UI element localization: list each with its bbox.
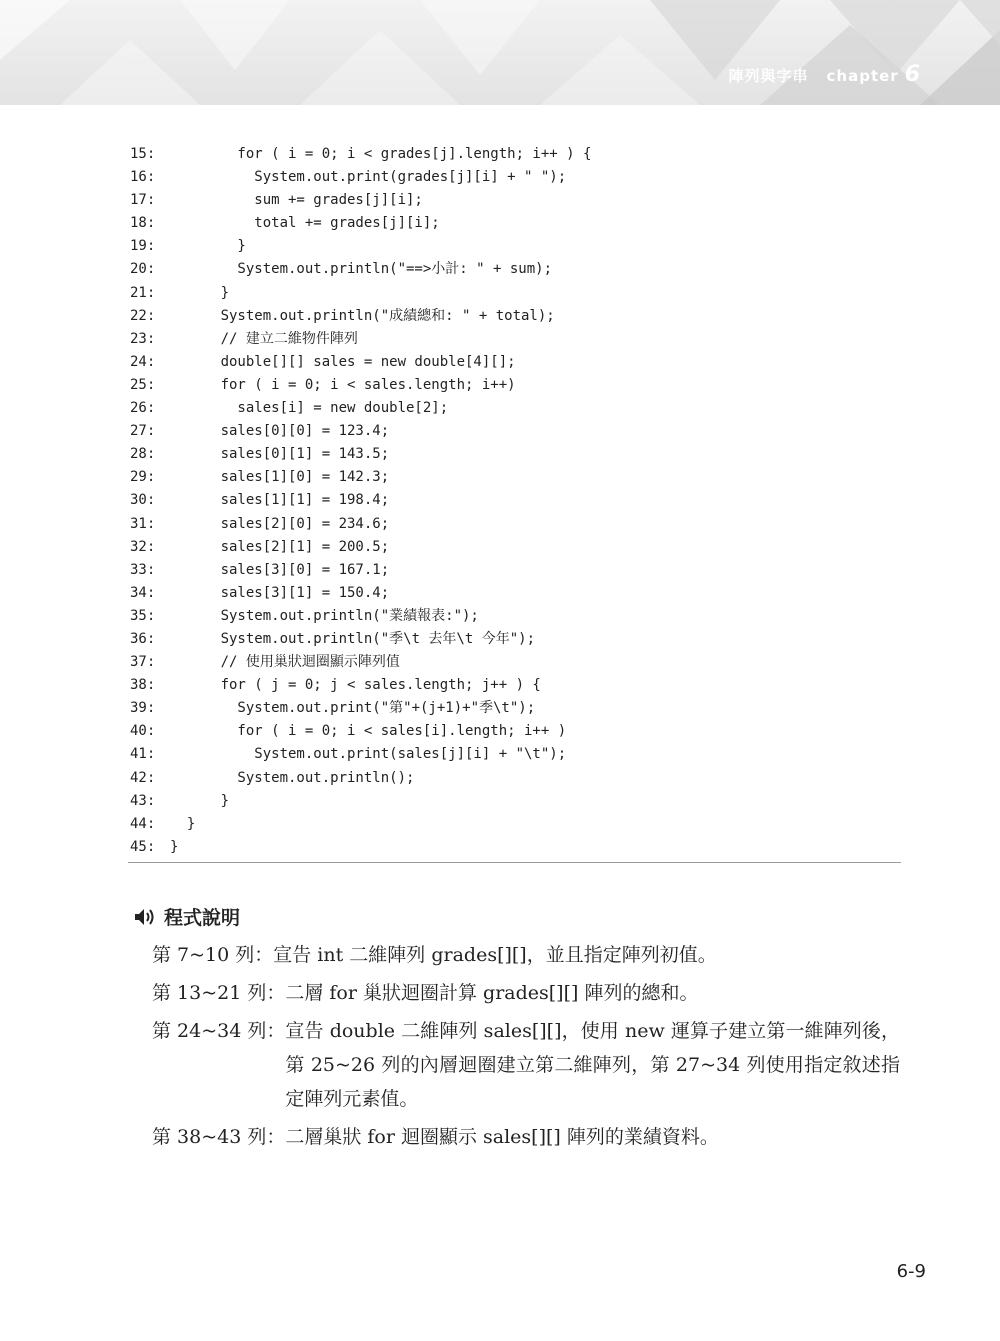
code-line <box>130 536 900 559</box>
chapter-title: 陣列與字串 <box>728 67 809 85</box>
code-line-text: sales[i] = new double[2]; <box>170 400 449 417</box>
explanation-item-text: 二層 for 巢狀迴圈計算 grades[][] 陣列的總和。 <box>285 982 699 1004</box>
code-line-text: System.out.print("第"+(j+1)+"季\t"); <box>170 700 536 717</box>
code-line-text: for ( j = 0; j < sales.length; j++ ) { <box>170 677 541 694</box>
code-line-text: // 建立二維物件陣列 <box>170 330 358 347</box>
code-line <box>130 605 900 628</box>
explanation-item-text: 宣告 int 二維陣列 grades[][]，並且指定陣列初值。 <box>273 944 717 966</box>
code-line-text: sales[3][0] = 167.1; <box>170 561 390 578</box>
code-line-number: 22: <box>130 307 156 324</box>
code-line-number: 45: <box>130 838 156 855</box>
code-line-text: sales[1][1] = 198.4; <box>170 492 390 509</box>
code-line-number: 38: <box>130 677 156 694</box>
chapter-number: 6 <box>904 62 920 87</box>
code-line-text: for ( i = 0; i < sales[i].length; i++ ) <box>170 723 567 740</box>
code-line-text: total += grades[j][i]; <box>170 215 440 232</box>
code-line-number: 27: <box>130 423 156 440</box>
code-line-text: System.out.println("==>小計: " + sum); <box>170 261 553 278</box>
code-line-text: } <box>170 815 196 832</box>
code-line <box>130 720 900 743</box>
code-line-number: 17: <box>130 192 156 209</box>
code-listing <box>130 143 900 859</box>
code-line-text: sales[0][1] = 143.5; <box>170 446 390 463</box>
code-line <box>130 582 900 605</box>
code-line <box>130 166 900 189</box>
code-line <box>130 258 900 281</box>
code-line-number: 41: <box>130 746 156 763</box>
explanation-item <box>152 976 900 1010</box>
code-line-number: 21: <box>130 284 156 301</box>
code-line <box>130 651 900 674</box>
code-line-text: System.out.println("季\t 去年\t 今年"); <box>170 630 536 647</box>
code-line-text: sales[2][0] = 234.6; <box>170 515 390 532</box>
page-number: 6-9 <box>896 1261 926 1282</box>
code-line <box>130 212 900 235</box>
explanation-list <box>152 938 900 1158</box>
code-line-number: 26: <box>130 400 156 417</box>
code-line-number: 35: <box>130 607 156 624</box>
explanation-heading <box>134 903 240 930</box>
explanation-item-text: 二層巢狀 for 迴圈顯示 sales[][] 陣列的業績資料。 <box>285 1126 719 1148</box>
code-line-number: 31: <box>130 515 156 532</box>
chapter-header-band <box>0 0 1000 105</box>
code-line-number: 32: <box>130 538 156 555</box>
code-line-number: 23: <box>130 330 156 347</box>
explanation-title: 程式說明 <box>164 907 241 929</box>
chapter-word: chapter <box>826 67 899 85</box>
code-line-text: } <box>170 838 179 855</box>
explanation-item-label: 第 7~10 列： <box>152 944 274 966</box>
code-line <box>130 143 900 166</box>
code-line-text: System.out.println("業績報表:"); <box>170 607 479 624</box>
code-line-number: 24: <box>130 353 156 370</box>
code-line <box>130 836 900 859</box>
code-line-text: for ( i = 0; i < grades[j].length; i++ ) { <box>170 146 592 162</box>
code-line-number: 42: <box>130 769 156 786</box>
code-line <box>130 697 900 720</box>
code-line-number: 40: <box>130 723 156 740</box>
speaker-icon <box>134 908 156 926</box>
code-line-number: 29: <box>130 469 156 486</box>
code-line <box>130 489 900 512</box>
code-line <box>130 328 900 351</box>
explanation-item <box>152 1014 900 1116</box>
code-line <box>130 189 900 212</box>
code-line-number: 18: <box>130 215 156 232</box>
code-line <box>130 397 900 420</box>
code-line-number: 16: <box>130 169 156 186</box>
code-line-number: 33: <box>130 561 156 578</box>
code-line-text: } <box>170 792 230 809</box>
explanation-item-label: 第 24~34 列： <box>152 1020 286 1042</box>
code-line-number: 37: <box>130 654 156 671</box>
explanation-item-text: 宣告 double 二維陣列 sales[][]，使用 new 運算子建立第一維陣列後，第 25~26 列的內層迴圈建立第二維陣列，第 27~34 列使用指定敘述指定陣列元素值。 <box>285 1020 900 1110</box>
code-line <box>130 674 900 697</box>
code-line <box>130 743 900 766</box>
code-line-number: 15: <box>130 146 156 162</box>
code-line-number: 36: <box>130 630 156 647</box>
code-line <box>130 282 900 305</box>
code-line <box>130 767 900 790</box>
code-line-text: System.out.println(); <box>170 769 415 786</box>
code-line-text: System.out.println("成績總和: " + total); <box>170 307 555 324</box>
explanation-item-label: 第 13~21 列： <box>152 982 286 1004</box>
code-line <box>130 443 900 466</box>
code-line <box>130 466 900 489</box>
code-line-text: sum += grades[j][i]; <box>170 192 423 209</box>
code-line-text: // 使用巢狀迴圈顯示陣列值 <box>170 654 400 671</box>
code-line-text: } <box>170 238 246 255</box>
code-line-text: sales[3][1] = 150.4; <box>170 584 390 601</box>
code-line <box>130 374 900 397</box>
code-line <box>130 790 900 813</box>
code-line-number: 30: <box>130 492 156 509</box>
code-line <box>130 305 900 328</box>
triangle-pattern <box>0 0 1000 105</box>
code-line-text: sales[1][0] = 142.3; <box>170 469 390 486</box>
explanation-item-label: 第 38~43 列： <box>152 1126 286 1148</box>
code-line <box>130 628 900 651</box>
code-line <box>130 559 900 582</box>
code-line-text: System.out.print(sales[j][i] + "\t"); <box>170 746 567 763</box>
code-line <box>130 813 900 836</box>
code-line-text: for ( i = 0; i < sales.length; i++) <box>170 376 516 393</box>
code-line-number: 43: <box>130 792 156 809</box>
explanation-item <box>152 938 900 972</box>
code-line-text: System.out.print(grades[j][i] + " "); <box>170 169 567 186</box>
code-line <box>130 420 900 443</box>
code-line-number: 20: <box>130 261 156 278</box>
code-line-text: } <box>170 284 230 301</box>
code-line-number: 19: <box>130 238 156 255</box>
code-line <box>130 351 900 374</box>
code-line <box>130 513 900 536</box>
chapter-header <box>729 62 921 87</box>
code-line-number: 34: <box>130 584 156 601</box>
code-line-text: sales[2][1] = 200.5; <box>170 538 390 555</box>
code-line-text: sales[0][0] = 123.4; <box>170 423 390 440</box>
code-divider <box>128 862 901 863</box>
code-line-number: 44: <box>130 815 156 832</box>
code-line-number: 39: <box>130 700 156 717</box>
code-line-number: 25: <box>130 376 156 393</box>
explanation-item <box>152 1120 900 1154</box>
code-line-number: 28: <box>130 446 156 463</box>
code-line <box>130 235 900 258</box>
code-line-text: double[][] sales = new double[4][]; <box>170 353 516 370</box>
